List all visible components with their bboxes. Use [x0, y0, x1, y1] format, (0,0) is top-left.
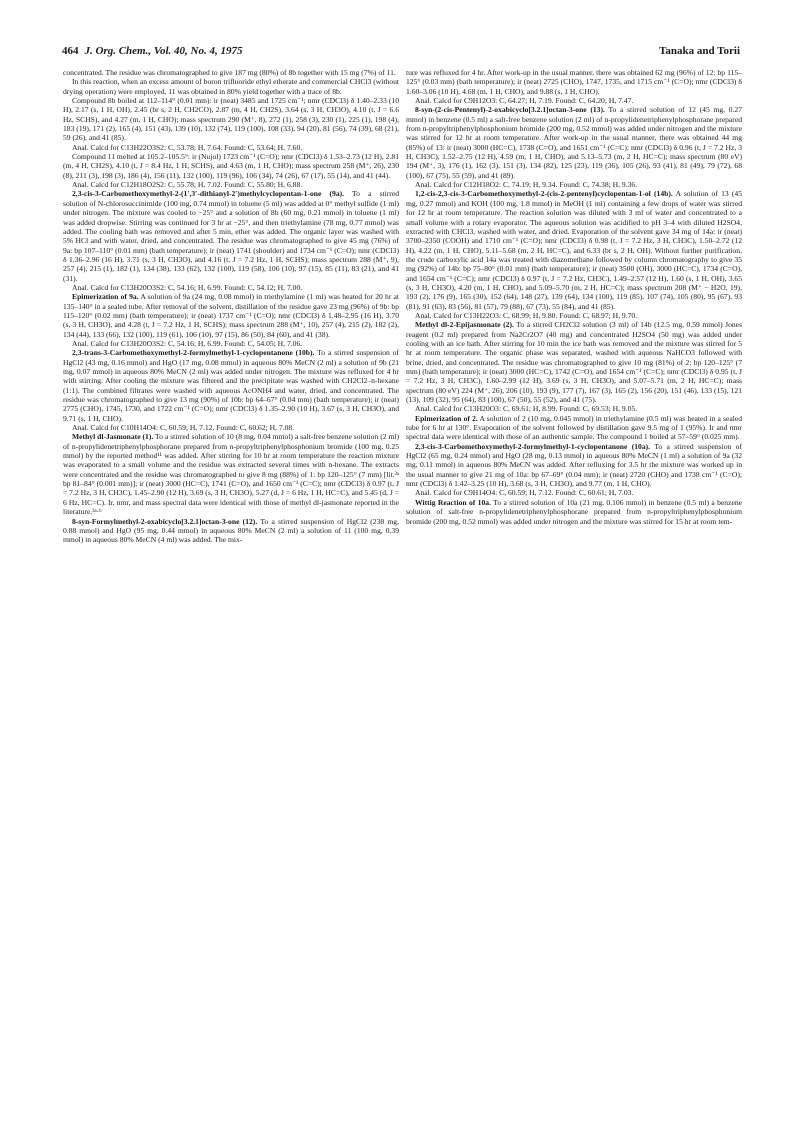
paragraph-text: To a stirred solution of N-chlorosuccinimide (100 mg, 0.74 mmol) in toluene (5 ml) was added at 0° methyl sulfide (1 ml) under nitrogen. The mixture was cooled to −25° and a solution of 8b (60 mg, 0.21 mmol) in toluene (1 ml) was added dropwise. Stirring was continued for 3 hr at −25°, and then triethylamine (78 mg, 0.77 mmol) was added. The cooling bath was removed and after 5 min, ether was added. The organic layer was washed with 5% HCl and with water, dried, and concentrated. The residue was chromatographed to give 45 mg (76%) of 9a: bp 107–110° (0.01 mm) (bath temperature); ir (neat) 1741 (shoulder) and 1734 cm⁻¹ (C=O); nmr (CDCl3) δ 1.36–2.96 (16 H), 3.71 (s, 3 H, CH3O), and 4.16 (t, J = 7.2 Hz, 1 H, SCHS); mass spectrum 288 (M⁺, 9), 257 (4), 215 (1), 182 (1), 134 (38), 133 (62), 132 (100), 119 (58), 106 (10), 97 (15), 85 (11), 83 (21), and 41 (31).	[63, 189, 399, 283]
section-heading: 1,2-cis-2,3-cis-3-Carbomethoxymethyl-2-(cis-2-pentenyl)cyclopentan-1-ol (14b).	[415, 189, 673, 199]
paragraph-text: A solution of 13 (45 mg, 0.27 mmol) and KOH (100 mg, 1.8 mmol) in MeOH (1 ml) containing a few drops of water was stirred for 12 hr at room temperature. The reaction solution was diluted with 3 ml of water and concentrated to a small volume with a rotary evaporator. The aqueous solution was acidified to pH 3–4 with diluted H2SO4, extracted with CHCl3, washed with water, and dried. Evaporation of the solvent gave 34 mg of 14a: ir (neat) 3700–2350 (COOH) and 1710 cm⁻¹ (C=O); nmr (CDCl3) δ 0.98 (t, J = 7.2 Hz, 3 H, CH3C), 1.50–2.72 (12 H), 4.22 (m, 1 H, CHO), 5.11–5.68 (m, 2 H, HC=C), and 6.33 (br s, 2 H, OH). Without further purification, the crude carboxylic acid 14a was treated with diazomethane followed by column chromatography to give 35 mg (92%) of 14b: bp 75–80° (0.01 mm) (bath temperature); ir (neat) 3500 (OH), 3000 (HC=C), 1734 (C=O), and 1654 cm⁻¹ (C=C); nmr (CDCl3) δ 0.97 (t, J = 7.2 Hz, CH3C), 1.49–2.57 (12 H), 1.60 (s, 1 H, OH), 3.65 (s, 3 H, CH3O), 4.20 (m, 1 H, CHO), and 5.09–5.70 (m, 2 H, HC=C); mass spectrum 208 (M⁺ − H2O, 19), 193 (2), 176 (9), 165 (30), 152 (64), 148 (27), 139 (64), 134 (100), 119 (85), 107 (74), 105 (80), 95 (67), 93 (81), 91 (63), 83 (56), 81 (57), 79 (88), 67 (73), 55 (84), and 41 (85).	[406, 189, 743, 311]
section-heading: 2,3-cis-3-Carbomethoxymethyl-2-formylmethyl-1-cyclopentanone (10a).	[415, 441, 651, 451]
paragraph	[63, 77, 399, 96]
paragraph-text: To a stirred solution of 10 (8 mg, 0.04 mmol) a salt-free benzene solution (2 ml) of n-propylidenetriphenylphosphorane prepared from n-propyltriphenylphosphonium bromide (100 mg, 0.25 mmol) by the reported method¹¹ was added. After stirring for 10 hr at room temperature the reaction mixture was evaporated to a small volume and the residue was extracted several times with n-hexane. The extracts were concentrated and the residue was chromatographed to give 8 mg (88%) of 1: bp 120–125° (7 mm) [lit.³ᵃ bp 81–84° (0.001 mm)]; ir (neat) 3000 (HC=C), 1741 (C=O), and 1650 cm⁻¹ (C=C); nmr (CDCl3) δ 0.97 (t, J = 7.2 Hz, 3 H, CH3C), 1.45–2.90 (12 H), 3.69 (s, 3 H, CH3O), 5.27 (d, J = 6 Hz, 1 H, HC=C), and 5.45 (d, J = 6 Hz, HC=C). Ir, nmr, and mass spectral data were identical with those of methyl dl-jasmonate reported in the literature.³ᵃ·ᵇ	[63, 432, 399, 517]
paragraph-text: A solution of 9a (24 mg, 0.08 mmol) in triethylamine (1 ml) was heated for 20 hr at 135–140° in a sealed tube. After removal of the solvent, distillation of the residue gave 23 mg (96%) of 9b: bp 115–120° (0.02 mm) (bath temperature); ir (neat) 1737 cm⁻¹ (C=O); nmr (CDCl3) δ 1.48–2.95 (16 H), 3.70 (s, 3 H, CH3O), and 4.28 (t, J = 7.2 Hz, 1 H, SCHS); mass spectrum 288 (M⁺, 10), 257 (4), 215 (2), 182 (2), 134 (44), 133 (66), 132 (100), 119 (61), 106 (10), 97 (15), 86 (50), 84 (60), and 41 (38).	[63, 292, 400, 339]
paragraph	[63, 180, 399, 189]
section-heading: Methyl dl-2-Epijasmonate (2).	[415, 320, 514, 330]
paragraph-text: To a stirred suspension of HgCl2 (43 mg, 0.16 mmol) and HgO (17 mg, 0.08 mmol) in aqueous 80% MeCN (2 ml) a solution of 9b (21 mg, 0.07 mmol) in aqueous 80% MeCN (2 ml) was added under nitrogen. The mixture was refluxed for 4 hr with stirring. After cooling the mixture was filtered and the precipitate was washed with CH2Cl2–n-hexane (1:1). The combined filtrates were washed with aqueous AcONH4 and water, dried, and concentrated. The residue was chromatographed to give 13 mg (90%) of 10b: bp 64–67° (0.04 mm) (bath temperature); ir (neat) 2775 (CHO), 1745, 1730, and 1722 cm⁻¹ (C=O); nmr (CDCl3) δ 1.35–2.90 (10 H), 3.67 (s, 3 H, CH3O), and 9.71 (s, 1 H, CHO).	[63, 348, 399, 423]
paragraph-text: Anal. Calcd for C13H20O3: C, 69.61; H, 8.99. Found: C, 69.53; H, 9.05.	[415, 404, 638, 414]
section-heading: 8-syn-(2-cis-Pentenyl)-2-oxabicyclo[3.2.1]octan-3-one (13).	[415, 105, 605, 115]
paragraph-text: Anal. Calcd for C13H22O3: C, 68.99; H, 9.80. Found: C, 68.97; H, 9.70.	[415, 310, 638, 320]
section-heading: Epimerization of 9a.	[72, 292, 139, 302]
paragraph	[63, 432, 399, 516]
paragraph-text: A solution of 2 (10 mg, 0.045 mmol) in triethylamine (0.5 ml) was heated in a sealed tube for 6 hr at 130°. Evaporation of the solvent followed by distillation gave 9.5 mg of 1 (95%). Ir and nmr spectral data were identical with those of an authentic sample. The compound 1 boiled at 57–59° (0.025 mm).	[406, 413, 742, 442]
paragraph-text: To a stirred CH2Cl2 solution (3 ml) of 14b (12.5 mg, 0.59 mmol) Jones reagent (0.2 ml) prepared from Na2Cr2O7 (40 mg) and concentrated H2SO4 (50 mg) was added under cooling with an ice bath. After stirring for 10 min the ice bath was removed and the mixture was stirred for 5 hr at room temperature. The organic phase was separated, washed with aqueous NaHCO3 followed with brine, dried, and concentrated. The residue was chromatographed to give 10 mg (81%) of 2: bp 120–125° (7 mm) (bath temperature); ir (neat) 3000 (HC=C), 1742 (C=O), and 1654 cm⁻¹ (C=C); nmr (CDCl3) δ 0.95 (t, J = 7.2 Hz, 3 H, CH3C), 1.60–2.99 (12 H), 3.69 (s, 3 H, CH3O), and 5.07–5.71 (m, 2 H, HC=C); mass spectrum (80 eV) 224 (M⁺, 26), 206 (10), 193 (9), 177 (7), 167 (3), 165 (2), 156 (20), 151 (46), 133 (15), 121 (13), 109 (32), 95 (64), 83 (100), 67 (50), 55 (52), and 41 (75).	[406, 320, 743, 405]
paragraph	[63, 189, 399, 282]
paragraph-text: Compound 11 melted at 105.2–105.5°: ir (Nujol) 1723 cm⁻¹ (C=O); nmr (CDCl3) δ 1.53–2.73 (12 H), 2.81 (m, 4 H, CH2S), 4.10 (t, J = 8.4 Hz, 1 H, SCHS), and 4.63 (m, 1 H, CHO); mass spectrum 258 (M⁺, 26), 230 (8), 211 (3), 198 (3), 186 (4), 156 (11), 132 (100), 119 (96), 106 (34), 74 (26), 67 (17), 55 (14), and 41 (44).	[63, 152, 399, 180]
article-authors: Tanaka and Torii	[659, 45, 740, 57]
paragraph-text: concentrated. The residue was chromatographed to give 187 mg (80%) of 8b together with 15 mg (7%) of 11.	[63, 68, 396, 77]
running-header	[62, 44, 740, 60]
paragraph	[63, 348, 399, 423]
paragraph	[406, 488, 742, 497]
paragraph	[63, 96, 399, 143]
paragraph	[406, 414, 742, 442]
paragraph-text: Anal. Calcd for C13H20O3S2: C, 54.16; H, 6.99. Found: C, 54.12; H, 7.00.	[72, 282, 303, 292]
paragraph-text: In this reaction, when an excess amount of boron trifluoride ethyl etherate and commercial CHCl3 (without drying operation) were employed, 11 was obtained in 80% yield together with a trace of 8b.	[63, 77, 399, 96]
section-heading: 8-syn-Formylmethyl-2-oxabicyclo[3.2.1]octan-3-one (12).	[72, 516, 258, 526]
paragraph	[406, 68, 742, 96]
paragraph	[406, 96, 742, 105]
paragraph-text: Anal. Calcd for C9H12O3: C, 64.27; H, 7.19. Found: C, 64.20; H, 7.47.	[415, 96, 634, 106]
paragraph	[63, 517, 399, 545]
paragraph-text: Anal. Calcd for C9H14O4: C, 60.59; H, 7.12. Found: C, 60.61; H, 7.03.	[415, 488, 634, 498]
paragraph	[406, 189, 742, 310]
section-heading: Epimerization of 2.	[415, 413, 478, 423]
right-column	[406, 68, 742, 526]
paragraph-text: Anal. Calcd for C13H22O3S2: C, 53.78; H, 7.64. Found: C, 53.64; H, 7.60.	[72, 142, 303, 152]
journal-citation: J. Org. Chem., Vol. 40, No. 4, 1975	[84, 45, 243, 57]
paragraph-text: To a stirred solution of 12 (45 mg, 0.27 mmol) in benzene (0.5 ml) a salt-free benzene solution (2 ml) of n-propylidenetriphenylphosphorane prepared from n-propyltriphenylphosphonium bromide (200 mg, 0.52 mmol) was added under nitrogen and the mixture was stirred for 12 hr at room temperature. After work-up in the usual manner, there was obtained 44 mg (85%) of 13: ir (neat) 3000 (HC=C), 1738 (C=O), and 1651 cm⁻¹ (C=C); nmr (CDCl3) δ 0.96 (t, J = 7.2 Hz, 3 H, CH3C), 1.52–2.75 (12 H), 4.59 (m, 1 H, CHO), and 5.13–5.73 (m, 2 H, HC=C); mass spectrum (80 eV) 194 (M⁺, 3), 176 (1), 162 (3), 151 (3), 134 (82), 125 (23), 119 (36), 105 (26), 93 (41), 81 (49), 79 (72), 68 (100), 67 (75), 55 (59), and 41 (89).	[406, 105, 742, 180]
paragraph	[406, 442, 742, 489]
paragraph-text: ture was refluxed for 4 hr. After work-up in the usual manner, there was obtained 62 mg (96%) of 12: bp 115–125° (0.03 mm) (bath temperature); ir (neat) 2725 (CHO), 1747, 1735, and 1715 cm⁻¹ (C=O); nmr (CDCl3) δ 1.60–3.06 (10 H), 4.68 (m, 1 H, CHO), and 9.88 (s, 1 H, CHO).	[406, 68, 742, 96]
paragraph-text: To a stirred suspension of HgCl2 (238 mg, 0.88 mmol) and HgO (95 mg, 0.44 mmol) in aqueous 80% MeCN (2 ml) a solution of 11 (100 mg, 0.39 mmol) in aqueous 80% MeCN (4 ml) was added. The mix-	[63, 516, 400, 545]
section-heading: 2,3-trans-3-Carbomethoxymethyl-2-formylmethyl-1-cyclopentanone (10b).	[72, 348, 315, 358]
paragraph-text: Anal. Calcd for C12H18O2S2: C, 55.78; H, 7.02. Found: C, 55.80; H, 6.88.	[72, 180, 303, 190]
left-column	[63, 68, 399, 545]
paragraph	[406, 498, 742, 526]
paragraph	[63, 423, 399, 432]
paragraph	[63, 143, 399, 152]
header-left	[62, 44, 243, 58]
paragraph	[63, 292, 399, 339]
paragraph	[63, 283, 399, 292]
page-number: 464	[62, 45, 79, 57]
paragraph	[63, 339, 399, 348]
paragraph	[63, 152, 399, 180]
paragraph	[406, 180, 742, 189]
paragraph	[406, 320, 742, 404]
paragraph-text: To a stirred solution of 10a (21 mg, 0.106 mmol) in benzene (0.5 ml) a benzene solution of salt-free n-propylidenetriphenylphosphorane prepared from n-propyltriphenylphosphonium bromide (200 mg, 0.52 mmol) was added under nitrogen and the mixture was stirred for 15 hr at room tem-	[406, 497, 742, 526]
paragraph	[63, 68, 399, 77]
paragraph-text: Anal. Calcd for C10H14O4: C, 60.59; H, 7.12. Found: C, 60.62; H, 7.08.	[72, 423, 295, 433]
paragraph	[406, 105, 742, 180]
section-heading: Methyl dl-Jasmonate (1).	[72, 432, 154, 442]
section-heading: Wittig Reaction of 10a.	[415, 497, 491, 507]
paragraph-text: Anal. Calcd for C12H18O2: C, 74.19; H, 9.34. Found: C, 74.38; H, 9.36.	[415, 180, 638, 190]
paragraph	[406, 311, 742, 320]
paragraph	[406, 404, 742, 413]
section-heading: 2,3-cis-3-Carbomethoxymethyl-2-(1′,3′-dithianyl-2′)methylcyclopentan-1-one (9a).	[72, 189, 345, 199]
paragraph-text: Compound 8b boiled at 112–114° (0.01 mm): ir (neat) 3485 and 1725 cm⁻¹; nmr (CDCl3) δ 1.40–2.33 (10 H), 2.17 (s, 1 H, OH), 2.45 (br s, 2 H, CH2CO), 2.87 (m, 4 H, CH2S), 3.64 (s, 3 H, CH3O), 4.10 (t, J = 6.6 Hz, SCHS), and 4.27 (m, 1 H, CHO); mass spectrum 290 (M⁺, 8), 272 (1), 258 (3), 230 (1), 225 (1), 198 (4), 183 (19), 171 (2), 165 (4), 151 (43), 139 (10), 132 (74), 119 (100), 108 (33), 94 (20), 81 (56), 74 (39), 68 (21), 59 (26), and 41 (85).	[63, 96, 399, 143]
paragraph-text: Anal. Calcd for C13H20O3S2: C, 54.16; H, 6.99. Found: C, 54.05; H, 7.06.	[72, 338, 303, 348]
paragraph-text: To a stirred suspension of HgCl2 (65 mg, 0.24 mmol) and HgO (28 mg, 0.13 mmol) in aqueous 80% MeCN (1 ml) a solution of 9a (32 mg, 0.11 mmol) in aqueous 80% MeCN was added. After refluxing for 3.5 hr the mixture was worked up in the usual manner to give 21 mg of 10a: bp 67–69° (0.04 mm); ir (neat) 2720 (CHO) and 1738 cm⁻¹ (C=O); nmr (CDCl3) δ 1.42–3.25 (10 H), 3.68 (s, 3 H, CH3O), and 9.77 (m, 1 H, CHO).	[406, 441, 742, 489]
